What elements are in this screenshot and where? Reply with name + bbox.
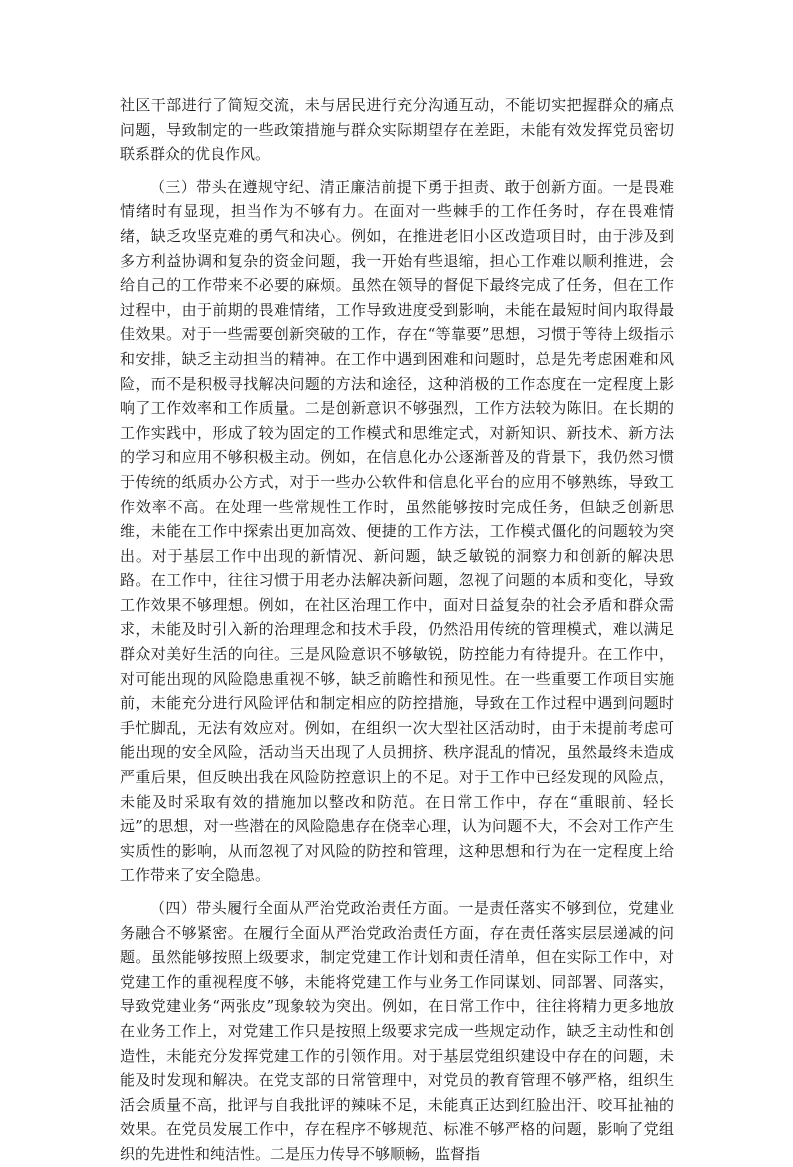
- paragraph-3: （四）带头履行全面从严治党政治责任方面。一是责任落实不够到位，党建业务融合不够紧密。在履行全面从严治党政治责任方面，存在责任落实层层递减的问题。虽然能够按照上级要求，制定党建工作计划和责任清单，但在实际工作中，对党建工作的重视程度不够，未能将党建工作与业务工作同谋划、同部署、同落实，导致党建业务“两张皮”现象较为突出。例如，在日常工作中，往往将精力更多地放在业务工作上，对党建工作只是按照上级要求完成一些规定动作，缺乏主动性和创造性，未能充分发挥党建工作的引领作用。对于基层党组织建设中存在的问题，未能及时发现和解决。在党支部的日常管理中，对党员的教育管理不够严格，组织生活会质量不高，批评与自我批评的辣味不足，未能真正达到红脸出汗、咬耳扯袖的效果。在党员发展工作中，存在程序不够规范、标准不够严格的问题，影响了党组织的先进性和纯洁性。二是压力传导不够顺畅，监督指: [120, 899, 674, 1163]
- paragraph-1: 社区干部进行了简短交流，未与居民进行充分沟通互动，不能切实把握群众的痛点问题，导致制定的一些政策措施与群众实际期望存在差距，未能有效发挥党员密切联系群众的优良作风。: [120, 96, 674, 164]
- paragraph-2: （三）带头在遵规守纪、清正廉洁前提下勇于担责、敢于创新方面。一是畏难情绪时有显现，担当作为不够有力。在面对一些棘手的工作任务时，存在畏难情绪，缺乏攻坚克难的勇气和决心。例如，在推进老旧小区改造项目时，由于涉及到多方利益协调和复杂的资金问题，我一开始有些退缩，担心工作难以顺利推进，会给自己的工作带来不必要的麻烦。虽然在领导的督促下最终完成了任务，但在工作过程中，由于前期的畏难情绪，工作导致进度受到影响，未能在最短时间内取得最佳效果。对于一些需要创新突破的工作，存在“等靠要”思想，习惯于等待上级指示和安排，缺乏主动担当的精神。在工作中遇到困难和问题时，总是先考虑困难和风险，而不是积极寻找解决问题的方法和途径，这种消极的工作态度在一定程度上影响了工作效率和工作质量。二是创新意识不够强烈，工作方法较为陈旧。在长期的工作实践中，形成了较为固定的工作模式和思维定式，对新知识、新技术、新方法的学习和应用不够积极主动。例如，在信息化办公逐渐普及的背景下，我仍然习惯于传统的纸质办公方式，对于一些办公软件和信息化平台的应用不够熟练，导致工作效率不高。在处理一些常规性工作时，虽然能够按时完成任务，但缺乏创新思维，未能在工作中探索出更加高效、便捷的工作方法，工作模式僵化的问题较为突出。对于基层工作中出现的新情况、新问题，缺乏敏锐的洞察力和创新的解决思路。在工作中，往往习惯于用老办法解决新问题，忽视了问题的本质和变化，导致工作效果不够理想。例如，在社区治理工作中，面对日益复杂的社会矛盾和群众需求，未能及时引入新的治理理念和技术手段，仍然沿用传统的管理模式，难以满足群众对美好生活的向往。三是风险意识不够敏锐，防控能力有待提升。在工作中，对可能出现的风险隐患重视不够，缺乏前瞻性和预见性。在一些重要工作项目实施前，未能充分进行风险评估和制定相应的防控措施，导致在工作过程中遇到问题时手忙脚乱，无法有效应对。例如，在组织一次大型社区活动时，由于未提前考虑可能出现的安全风险，活动当天出现了人员拥挤、秩序混乱的情况，虽然最终未造成严重后果，但反映出我在风险防控意识上的不足。对于工作中已经发现的风险点，未能及时采取有效的措施加以整改和防范。在日常工作中，存在“重眼前、轻长远”的思想，对一些潜在的风险隐患存在侥幸心理，认为问题不大，不会对工作产生实质性的影响，从而忽视了对风险的防控和管理，这种思想和行为在一定程度上给工作带来了安全隐患。: [120, 177, 674, 885]
- document-body: [120, 93, 674, 1167]
